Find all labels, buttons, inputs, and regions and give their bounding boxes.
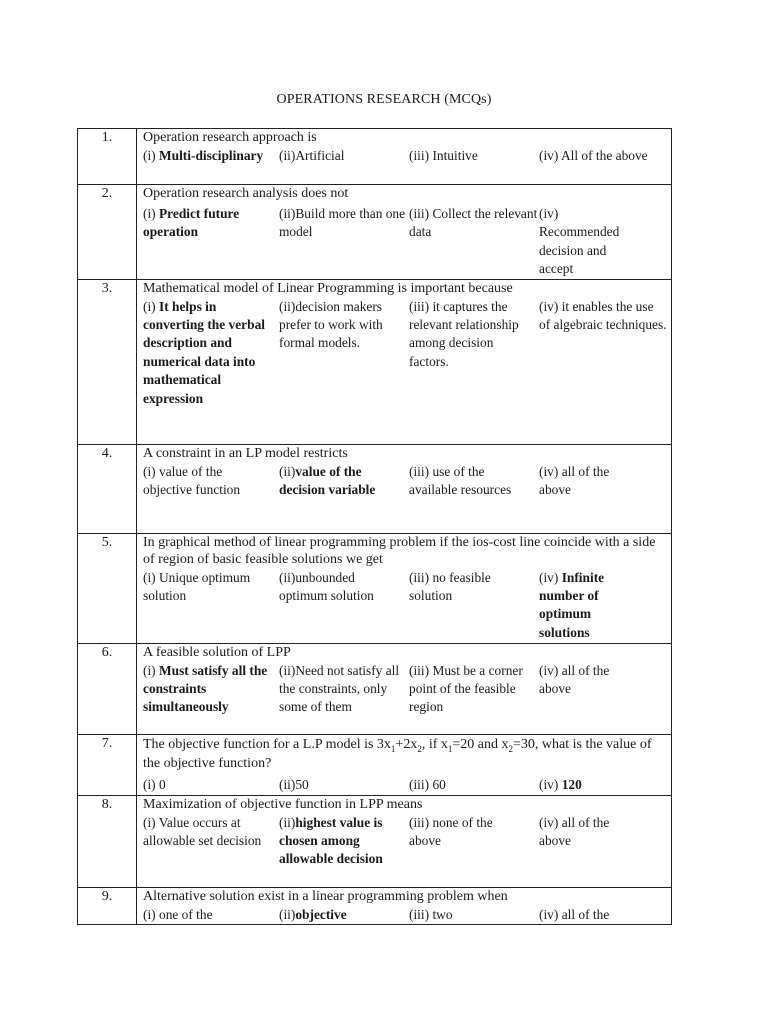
option-text: value of the objective function — [143, 463, 241, 498]
option-iv — [539, 906, 667, 924]
option-text: Need not satisfy all the constraints, only some of them — [279, 662, 400, 715]
options-row — [143, 298, 669, 408]
option-ii — [279, 463, 409, 500]
option-text: use of the available resources — [409, 463, 512, 498]
option-text: Unique optimum solution — [143, 569, 251, 604]
option-iii — [409, 569, 539, 643]
option-prefix: (ii) — [279, 148, 296, 163]
question-text: In graphical method of linear programming problem if the ios-cost line coincide with a side of region of basic feasible solutions we get — [143, 534, 656, 567]
option-prefix: (i) — [143, 906, 159, 922]
option-text-correct: It helps in converting the verbal description and numerical data into mathematical expression — [143, 298, 265, 406]
option-prefix: (ii) — [279, 906, 296, 922]
option-prefix: (ii) — [279, 814, 296, 830]
subscript: 2 — [417, 743, 422, 754]
option-text-correct: highest value is chosen among allowable decision — [279, 814, 383, 867]
question-number: 9. — [78, 887, 137, 924]
question-number: 1. — [78, 129, 137, 185]
question-cell — [137, 795, 672, 887]
question-number: 7. — [78, 734, 137, 795]
option-text: all of the above — [539, 814, 610, 849]
option-prefix: (ii) — [279, 463, 296, 479]
question-text-part: +2x — [395, 736, 418, 752]
question-cell — [137, 533, 672, 643]
question-row — [78, 643, 672, 734]
option-text: decision makers prefer to work with formal models. — [279, 298, 383, 351]
option-prefix: (iv) — [539, 206, 559, 221]
option-prefix: (i) — [143, 662, 159, 678]
option-prefix: (ii) — [279, 206, 296, 221]
option-iv — [539, 662, 639, 717]
question-number: 3. — [78, 279, 137, 444]
question-row — [78, 444, 672, 533]
option-i — [143, 205, 279, 279]
option-text: 50 — [295, 776, 309, 792]
options-row — [143, 662, 669, 717]
option-ii — [279, 205, 409, 279]
option-prefix: (iii) — [409, 776, 433, 792]
question-cell — [137, 734, 672, 795]
option-text-correct: Multi-disciplinary — [159, 148, 264, 163]
options-row — [143, 147, 669, 165]
option-iii — [409, 147, 539, 165]
option-text: no feasible solution — [409, 569, 491, 604]
option-prefix: (i) — [143, 776, 159, 792]
option-prefix: (iv) — [539, 569, 562, 585]
subscript: 1 — [447, 743, 453, 754]
option-i — [143, 463, 279, 500]
option-text-correct: value of the decision variable — [279, 463, 376, 498]
options-row — [143, 463, 669, 500]
option-text-correct: objective — [295, 906, 347, 922]
option-text: Value occurs at allowable set decision — [143, 814, 262, 849]
option-prefix: (i) — [143, 814, 159, 830]
option-iv — [539, 463, 639, 500]
option-text: Intuitive — [432, 148, 478, 163]
question-row — [78, 795, 672, 887]
option-ii — [279, 569, 409, 643]
option-i — [143, 147, 279, 165]
option-text: one of the — [159, 906, 213, 922]
option-prefix: (ii) — [279, 662, 296, 678]
question-text-part: The objective function for a L.P model is 3x — [143, 736, 391, 752]
option-text: Must be a corner point of the feasible region — [409, 662, 523, 715]
question-cell — [137, 185, 672, 280]
option-ii — [279, 776, 409, 794]
option-text-correct: Must satisfy all the constraints simultaneously — [143, 662, 268, 715]
option-text-correct: Infinite number of optimum solutions — [539, 569, 605, 640]
question-cell-clip — [143, 888, 669, 924]
option-iii — [409, 662, 539, 717]
option-iv — [539, 205, 639, 279]
question-number: 2. — [78, 185, 137, 280]
question-text-part: =30, what is the value of the objective function? — [143, 736, 652, 771]
option-i — [143, 569, 279, 643]
options-row — [143, 205, 669, 279]
option-text: all of the — [561, 906, 610, 922]
options-row — [143, 906, 669, 924]
option-text: all of the above — [539, 662, 610, 697]
option-prefix: (i) — [143, 463, 159, 479]
option-text: Artificial — [295, 148, 345, 163]
question-cell — [137, 887, 672, 924]
option-prefix: (iii) — [409, 148, 433, 163]
option-prefix: (ii) — [279, 569, 296, 585]
option-prefix: (i) — [143, 148, 159, 163]
question-cell — [137, 129, 672, 185]
option-prefix: (iii) — [409, 906, 433, 922]
option-iv — [539, 569, 635, 643]
option-prefix: (iv) — [539, 298, 562, 314]
option-prefix: (iii) — [409, 463, 433, 479]
option-i — [143, 662, 279, 717]
option-ii — [279, 906, 409, 924]
option-ii — [279, 814, 409, 869]
option-prefix: (i) — [143, 569, 159, 585]
subscript: 2 — [508, 743, 513, 754]
option-text: Collect the relevant data — [409, 206, 538, 240]
option-i — [143, 814, 279, 869]
option-prefix: (iv) — [539, 463, 562, 479]
question-number: 8. — [78, 795, 137, 887]
question-text: Mathematical model of Linear Programming is important because — [143, 280, 513, 296]
question-text: A feasible solution of LPP — [143, 644, 291, 660]
option-ii — [279, 662, 409, 717]
question-cell — [137, 643, 672, 734]
question-cell — [137, 444, 672, 533]
question-text: Operation research approach is — [143, 130, 317, 145]
question-text: Operation research analysis does not — [143, 186, 349, 201]
option-prefix: (i) — [143, 298, 159, 314]
option-i — [143, 906, 279, 924]
question-text-part: =20 and x — [452, 736, 509, 752]
options-row — [143, 814, 669, 869]
options-row — [143, 569, 669, 643]
option-text: 60 — [432, 776, 446, 792]
option-prefix: (iv) — [539, 776, 562, 792]
subscript: 1 — [390, 743, 396, 754]
option-text: it enables the use of algebraic techniques. — [539, 298, 667, 333]
option-ii — [279, 147, 409, 165]
question-text-part: , if x — [421, 736, 448, 752]
option-iv — [539, 147, 667, 165]
option-prefix: (iii) — [409, 814, 433, 830]
option-prefix: (iv) — [539, 662, 562, 678]
option-text: All of the above — [560, 148, 648, 163]
question-number: 4. — [78, 444, 137, 533]
option-text: none of the above — [409, 814, 493, 849]
question-number: 5. — [78, 533, 137, 643]
question-row — [78, 734, 672, 795]
option-iii — [409, 814, 539, 869]
option-iii — [409, 298, 539, 408]
question-row — [78, 185, 672, 280]
option-text: two — [432, 906, 453, 922]
option-prefix: (ii) — [279, 776, 296, 792]
option-text: 0 — [159, 776, 166, 792]
option-text: Build more than one model — [279, 206, 406, 240]
option-iv — [539, 814, 639, 869]
option-iv — [539, 298, 667, 408]
option-text: it captures the relevant relationship among decision factors. — [409, 298, 519, 369]
question-text: Maximization of objective function in LPP means — [143, 796, 423, 812]
option-iii — [409, 906, 539, 924]
question-row — [78, 887, 672, 924]
option-prefix: (iv) — [539, 814, 562, 830]
question-text: Alternative solution exist in a linear programming problem when — [143, 888, 508, 904]
option-prefix: (ii) — [279, 298, 296, 314]
option-prefix: (iv) — [539, 906, 562, 922]
option-text: Recommended decision and accept — [539, 224, 620, 277]
option-i — [143, 298, 279, 408]
option-prefix: (iii) — [409, 662, 433, 678]
option-iii — [409, 463, 539, 500]
option-text-correct: 120 — [561, 776, 582, 792]
option-ii — [279, 298, 409, 408]
option-prefix: (i) — [143, 206, 159, 221]
question-text: A constraint in an LP model restricts — [143, 445, 348, 461]
mcq-table-body — [78, 129, 672, 925]
option-text: all of the above — [539, 463, 610, 498]
option-prefix: (iii) — [409, 569, 433, 585]
page-title: OPERATIONS RESEARCH (MCQs) — [276, 92, 492, 107]
option-iii — [409, 776, 539, 794]
option-iii — [409, 205, 539, 279]
options-row — [143, 776, 669, 794]
option-prefix: (iii) — [409, 298, 433, 314]
option-text: unbounded optimum solution — [279, 569, 374, 604]
question-row — [78, 129, 672, 185]
option-prefix: (iv) — [539, 148, 561, 163]
mcq-table — [77, 128, 672, 925]
question-row — [78, 533, 672, 643]
option-prefix: (iii) — [409, 206, 433, 221]
option-text-correct: Predict future operation — [143, 206, 240, 240]
question-text — [143, 735, 669, 773]
option-iv — [539, 776, 667, 794]
question-cell — [137, 279, 672, 444]
question-row — [78, 279, 672, 444]
option-i — [143, 776, 279, 794]
question-number: 6. — [78, 643, 137, 734]
